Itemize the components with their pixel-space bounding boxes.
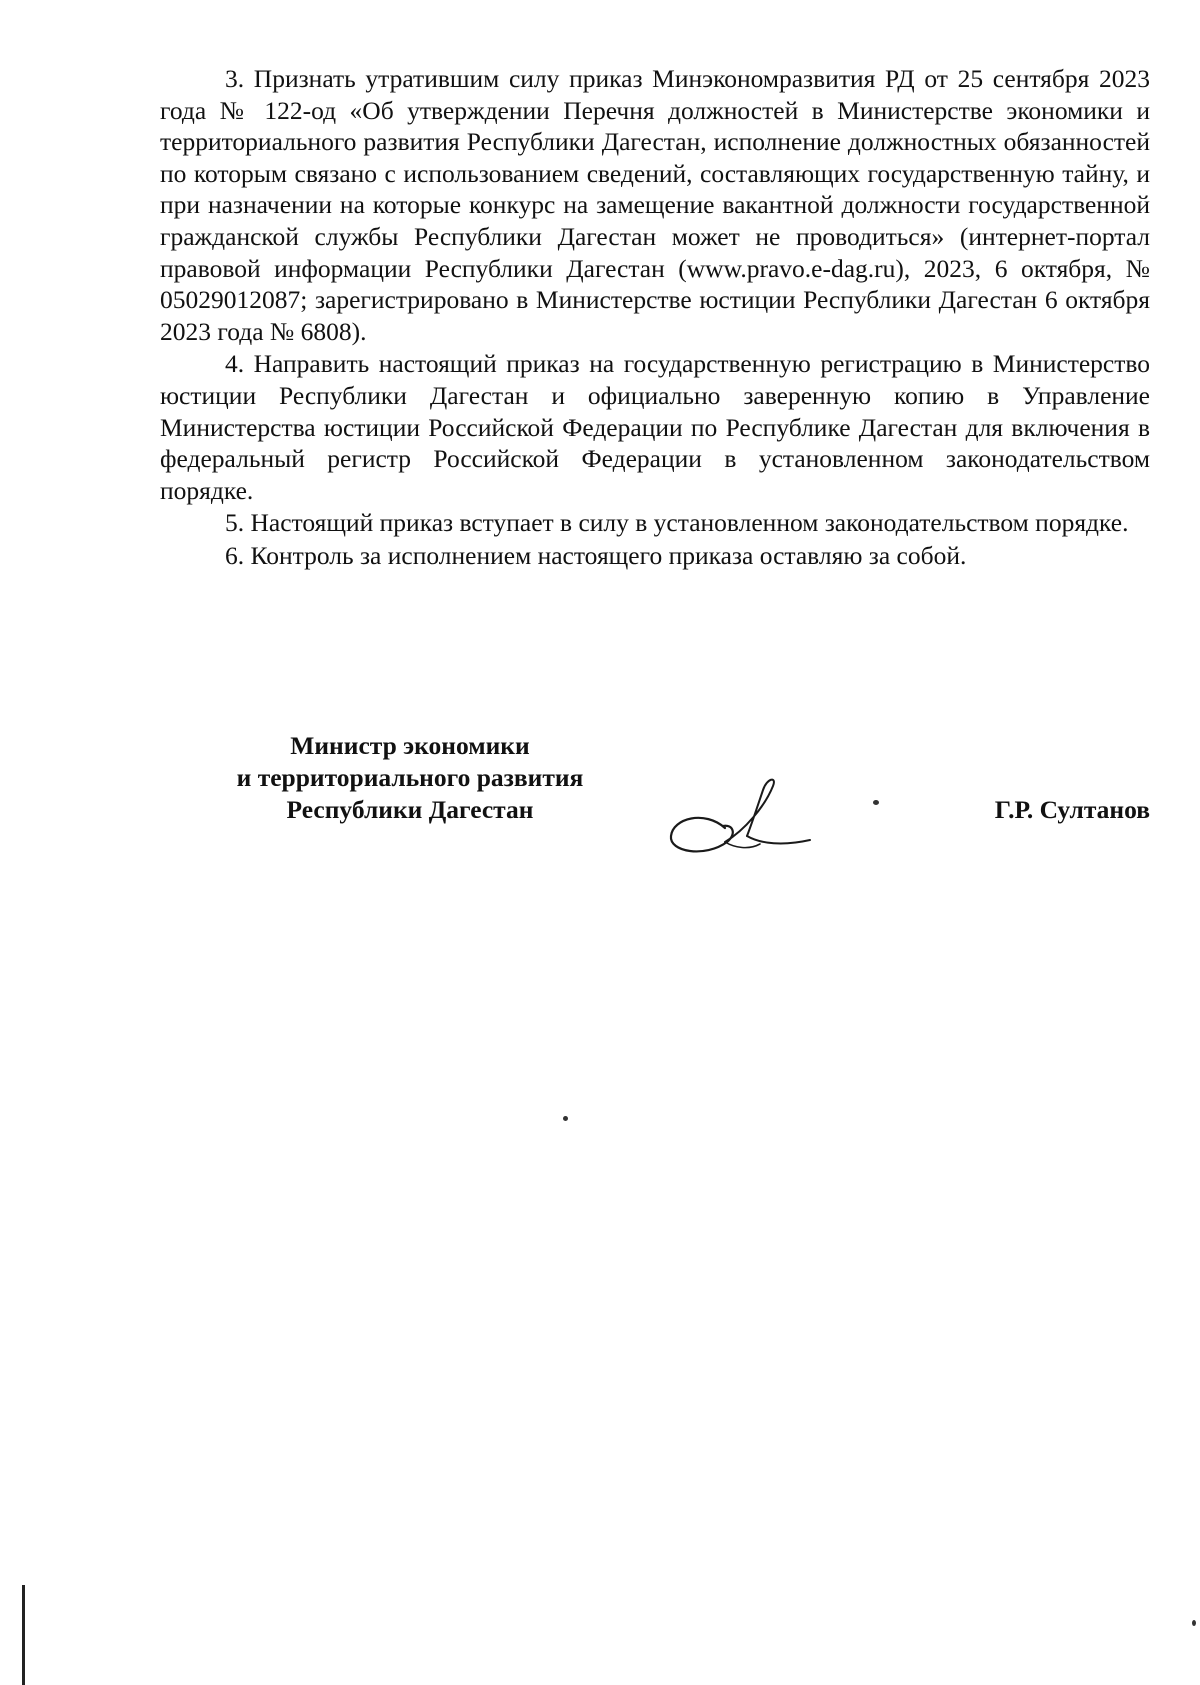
paragraph-6: 6. Контроль за исполнением настоящего приказа оставляю за собой.: [225, 540, 967, 570]
paragraph-4: 4. Направить настоящий приказ на государственную регистрацию в Министерство юстиции Республики Дагестан и официально заверенную копию в Управление Министерства юстиции Российской Федерации по Республике Дагестан для включения в федеральный регистр Российской Федерации в установленном законодательством порядке.: [160, 349, 1150, 505]
signatory-name: Г.Р. Султанов: [994, 795, 1150, 824]
signatory-title-line-1: Министр экономики: [290, 731, 530, 760]
signatory-title: [200, 730, 620, 826]
scan-edge-line: [22, 1585, 25, 1685]
ink-speck: [563, 1116, 568, 1121]
paragraph-5: 5. Настоящий приказ вступает в силу в установленном законодательством порядке.: [225, 508, 1129, 538]
ink-speck: [1192, 1620, 1196, 1626]
signatory-title-line-2: и территориального развития: [236, 763, 584, 792]
handwritten-signature: [665, 770, 835, 880]
signatory-title-line-3: Республики Дагестан: [286, 795, 534, 824]
ink-speck: [873, 800, 879, 805]
paragraph-3: 3. Признать утратившим силу приказ Минэкономразвития РД от 25 сентября 2023 года № 122-од «Об утверждении Перечня должностей в Министерстве экономики и территориального развития Республики Дагестан, исполнение должностных обязанностей по которым связано с использованием сведений, составляющих государственную тайну, и при назначении на которые конкурс на замещение вакантной должности государственной гражданской службы Республики Дагестан может не проводиться» (интернет-портал правовой информации Республики Дагестан (www.pravo.e-dag.ru), 2023, 6 октября, № 05029012087; зарегистрировано в Министерстве юстиции Республики Дагестан 6 октября 2023 года № 6808).: [160, 64, 1150, 346]
document-body: [160, 63, 1150, 573]
